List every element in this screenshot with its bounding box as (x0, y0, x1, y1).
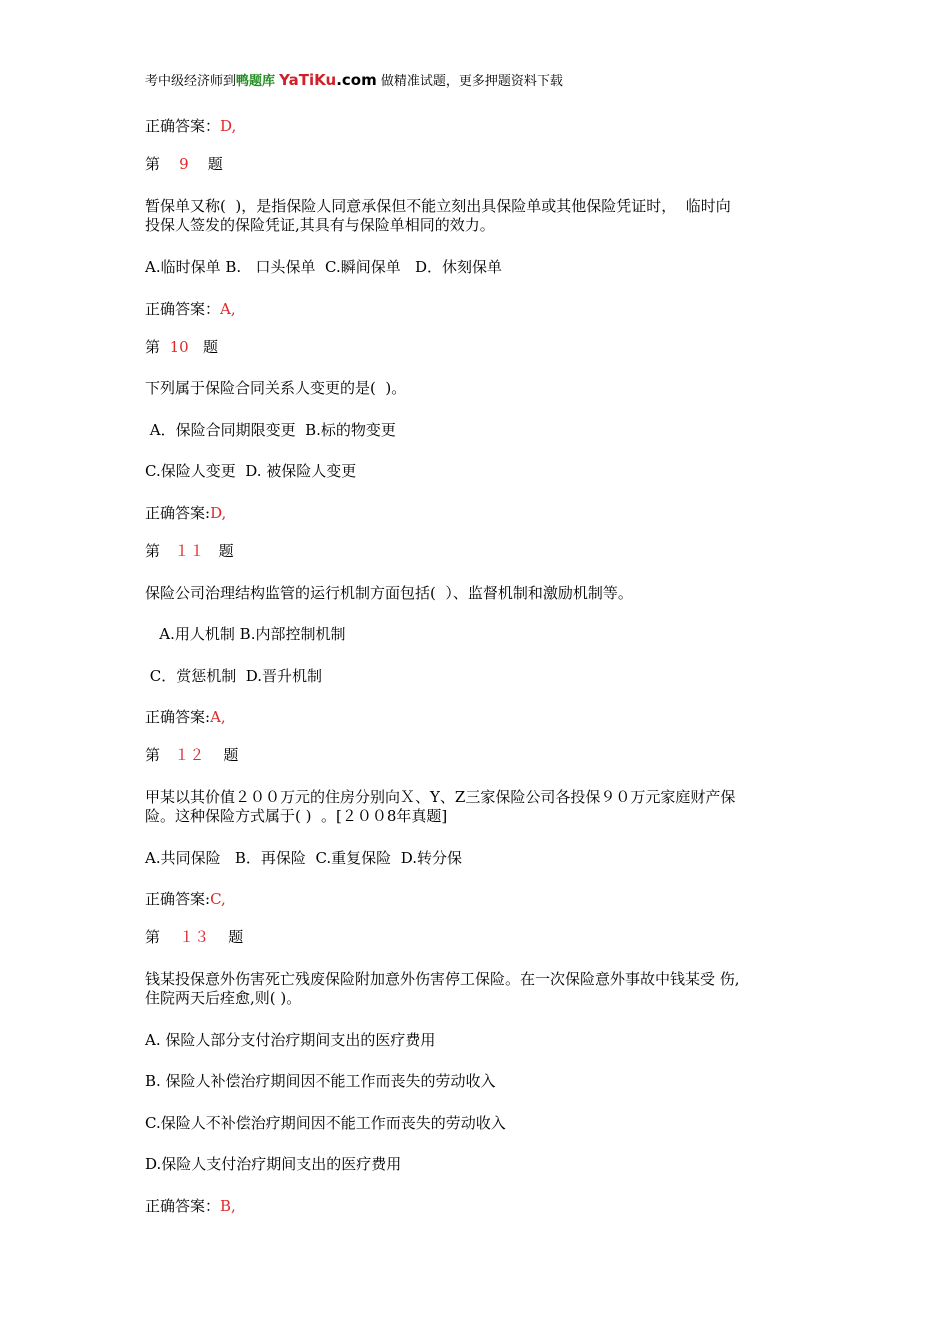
page-header (145, 70, 563, 92)
answer-line-q8 (145, 116, 236, 136)
answer-label: 正确答案： (145, 117, 221, 135)
answer-value: B, (220, 1197, 236, 1215)
question-options: A.共同保险 B．再保险 C.重复保险 D.转分保 (145, 849, 462, 867)
answer-line-q12 (145, 889, 226, 909)
brand-domain[interactable]: .com (336, 71, 377, 89)
question-options: C.保险人变更 D. 被保险人变更 (145, 462, 357, 480)
question-stem: 保险公司治理结构监管的运行机制方面包括( ）、监督机制和激励机制等。 (145, 584, 633, 602)
question-stem: 险。这种保险方式属于( ) 。[２００8年真题] (145, 807, 448, 825)
question-label-post: 题 (223, 746, 239, 764)
answer-label: 正确答案: (145, 890, 211, 908)
question-options: A．保险合同期限变更 B.标的物变更 (145, 421, 396, 439)
question-stem: 暂保单又称( )，是指保险人同意承保但不能立刻出具保险单或其他保险凭证时， 临时向 (145, 197, 731, 215)
question-label-post: 题 (228, 928, 244, 946)
question-heading-12 (145, 745, 238, 765)
question-stem: 投保人签发的保险凭证,其具有与保险单相同的效力。 (145, 216, 495, 234)
answer-label: 正确答案： (145, 1197, 221, 1215)
question-option-d: D.保险人支付治疗期间支出的医疗费用 (145, 1155, 402, 1173)
question-label-pre: 第 (145, 155, 161, 173)
answer-line-q11 (145, 707, 226, 727)
question-stem: 甲某以其价值２００万元的住房分别向Ｘ、Y、Z三家保险公司各投保９０万元家庭财产保 (145, 788, 736, 806)
answer-value: C, (210, 890, 226, 908)
brand-name-cn[interactable]: 鸭题库 (236, 74, 276, 89)
header-prefix: 考中级经济师到 (145, 74, 237, 89)
question-number: １１ (174, 542, 205, 560)
question-number: １３ (179, 928, 210, 946)
question-options: A.用人机制 B.内部控制机制 (145, 625, 346, 643)
answer-label: 正确答案: (145, 504, 211, 522)
question-number: １２ (174, 746, 205, 764)
question-heading-9 (145, 154, 223, 174)
question-number: 10 (169, 338, 189, 356)
question-label-pre: 第 (145, 338, 161, 356)
question-label-post: 题 (202, 338, 218, 356)
answer-value: D, (220, 117, 237, 135)
question-heading-11 (145, 541, 234, 561)
question-number: 9 (179, 155, 189, 173)
question-label-pre: 第 (145, 746, 161, 764)
answer-label: 正确答案： (145, 300, 221, 318)
brand-name-en[interactable]: YaTiKu (279, 71, 337, 89)
answer-value: A, (210, 708, 226, 726)
question-label-post: 题 (207, 155, 223, 173)
question-stem: 住院两天后痊愈,则( )。 (145, 989, 302, 1007)
question-heading-13 (145, 927, 243, 947)
question-options: C．赏惩机制 D.晋升机制 (145, 667, 323, 685)
question-options: A.临时保单 B. 口头保单 C.瞬间保单 D．休刻保单 (145, 258, 503, 276)
question-stem: 下列属于保险合同关系人变更的是( )。 (145, 379, 407, 397)
question-label-pre: 第 (145, 928, 161, 946)
question-label-post: 题 (218, 542, 234, 560)
question-option-b: B. 保险人补偿治疗期间因不能工作而丧失的劳动收入 (145, 1072, 496, 1090)
question-stem: 钱某投保意外伤害死亡残废保险附加意外伤害停工保险。在一次保险意外事故中钱某受 伤, (145, 970, 740, 988)
answer-value: A, (220, 300, 236, 318)
question-option-a: A. 保险人部分支付治疗期间支出的医疗费用 (145, 1031, 436, 1049)
header-suffix: 做精准试题，更多押题资料下载 (376, 74, 563, 89)
answer-line-q13 (145, 1196, 236, 1216)
answer-label: 正确答案: (145, 708, 211, 726)
question-option-c: C.保险人不补偿治疗期间因不能工作而丧失的劳动收入 (145, 1114, 506, 1132)
question-label-pre: 第 (145, 542, 161, 560)
answer-line-q10 (145, 503, 226, 523)
question-heading-10 (145, 337, 218, 357)
answer-value: D, (210, 504, 227, 522)
answer-line-q9 (145, 299, 236, 319)
